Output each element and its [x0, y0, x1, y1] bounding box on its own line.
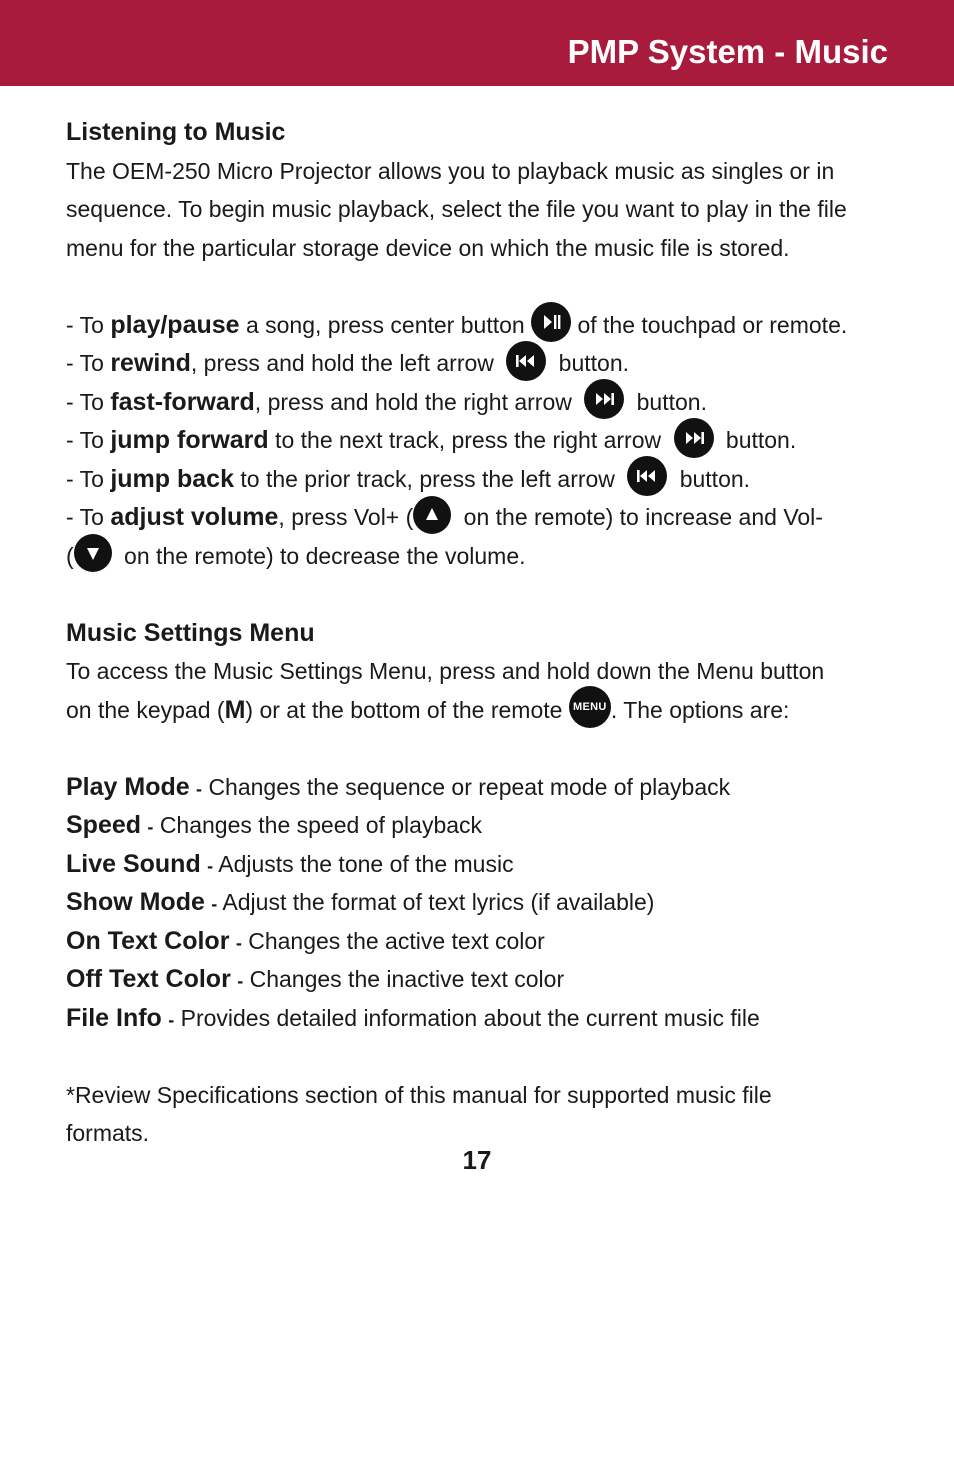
- control-jump-back: - To jump back to the prior track, press the left arrow button.: [66, 460, 896, 499]
- settings-option: [66, 806, 896, 845]
- section-heading-settings: Music Settings Menu: [66, 618, 315, 647]
- settings-options-list: [66, 768, 896, 1038]
- option-name: Off Text Color: [66, 965, 231, 993]
- option-name: On Text Color: [66, 926, 230, 955]
- option-description: Provides detailed information about the current music file: [180, 1004, 760, 1031]
- settings-option: [66, 768, 896, 807]
- skip-back-icon: [506, 341, 546, 381]
- option-description: Changes the sequence or repeat mode of playback: [208, 773, 731, 800]
- skip-forward-icon: [674, 418, 714, 458]
- volume-down-icon: [74, 534, 112, 572]
- section-heading-listening: Listening to Music: [66, 118, 286, 146]
- paragraph-line: sequence. To begin music playback, select the file you want to play in the file: [66, 196, 847, 222]
- control-fast-forward: - To fast-forward, press and hold the right arrow button.: [66, 383, 896, 422]
- option-separator: -: [211, 894, 218, 914]
- page-content: [66, 113, 896, 1153]
- settings-option: [66, 922, 896, 961]
- paragraph-line: on the keypad (M) or at the bottom of the remote MENU . The options are:: [66, 691, 896, 730]
- option-name: Live Sound: [66, 849, 201, 878]
- control-adjust-volume-cont: ( on the remote) to decrease the volume.: [66, 537, 896, 576]
- paragraph-line: The OEM-250 Micro Projector allows you to playback music as singles or in: [66, 157, 835, 184]
- menu-button-icon: MENU: [569, 686, 611, 728]
- play-pause-icon: [531, 302, 571, 342]
- control-rewind: - To rewind, press and hold the left arrow button.: [66, 344, 896, 383]
- control-jump-forward: - To jump forward to the next track, press the right arrow button.: [66, 421, 896, 460]
- skip-back-icon: [627, 456, 667, 496]
- option-separator: -: [237, 971, 244, 991]
- control-play-pause: - To play/pause a song, press center button of the touchpad or remote.: [66, 306, 896, 345]
- option-name: Speed: [66, 811, 142, 839]
- option-separator: -: [235, 932, 242, 953]
- option-separator: -: [196, 778, 203, 799]
- option-name: Play Mode: [66, 772, 190, 801]
- page-title: PMP System - Music: [567, 33, 888, 70]
- settings-option: [66, 883, 896, 922]
- option-description: Changes the inactive text color: [249, 966, 565, 992]
- page-header: [0, 0, 954, 86]
- note-line: *Review Specifications section of this manual for supported music file: [66, 1081, 772, 1108]
- paragraph-line: menu for the particular storage device on which the music file is stored.: [66, 234, 790, 261]
- note-line: formats.: [66, 1120, 150, 1146]
- skip-forward-icon: [584, 379, 624, 419]
- option-separator: -: [168, 1009, 175, 1030]
- option-separator: -: [207, 855, 214, 876]
- settings-option: [66, 960, 896, 999]
- option-name: Show Mode: [66, 888, 205, 916]
- option-name: File Info: [66, 1003, 162, 1032]
- volume-up-icon: [413, 496, 451, 534]
- option-description: Changes the active text color: [248, 927, 545, 954]
- control-adjust-volume: - To adjust volume, press Vol+ ( on the remote) to increase and Vol-: [66, 498, 896, 537]
- paragraph-line: To access the Music Settings Menu, press and hold down the Menu button: [66, 658, 825, 684]
- page-number: 17: [462, 1145, 492, 1175]
- settings-option: [66, 999, 896, 1038]
- option-separator: -: [147, 817, 154, 837]
- option-description: Adjusts the tone of the music: [218, 850, 514, 877]
- option-description: Adjust the format of text lyrics (if available): [222, 889, 655, 915]
- option-description: Changes the speed of playback: [159, 812, 483, 838]
- menu-key-label: M: [224, 695, 246, 724]
- settings-option: [66, 845, 896, 884]
